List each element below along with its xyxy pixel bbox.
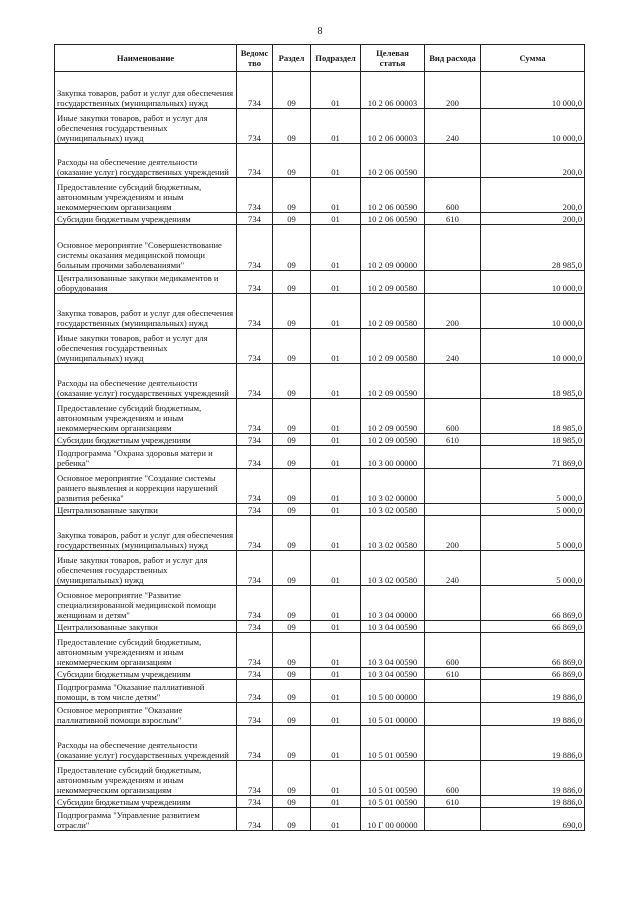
cell-name: Субсидии бюджетным учреждениям (55, 434, 237, 446)
cell-target-article: 10 5 01 00590 (361, 726, 425, 761)
page-number: 8 (317, 26, 323, 37)
cell-sum: 5 000,0 (481, 551, 585, 586)
cell-sum: 10 000,0 (481, 72, 585, 109)
cell-name: Субсидии бюджетным учреждениям (55, 213, 237, 225)
table-row (55, 469, 585, 504)
cell-section: 09 (273, 446, 311, 469)
cell-sum: 5 000,0 (481, 469, 585, 504)
cell-section: 09 (273, 294, 311, 329)
table-row (55, 329, 585, 364)
cell-subsection: 01 (311, 72, 361, 109)
cell-subsection: 01 (311, 703, 361, 726)
table-row (55, 516, 585, 551)
cell-target-article: 10 3 04 00590 (361, 668, 425, 680)
cell-department: 734 (237, 761, 273, 796)
cell-target-article: 10 3 04 00590 (361, 633, 425, 668)
cell-department: 734 (237, 633, 273, 668)
cell-sum: 690,0 (481, 808, 585, 831)
cell-section: 09 (273, 469, 311, 504)
cell-section: 09 (273, 271, 311, 294)
cell-department: 734 (237, 109, 273, 144)
cell-target-article: 10 2 09 00580 (361, 271, 425, 294)
cell-section: 09 (273, 516, 311, 551)
table-row (55, 633, 585, 668)
cell-expense-type: 610 (425, 796, 481, 808)
cell-target-article: 10 3 00 00000 (361, 446, 425, 469)
cell-department: 734 (237, 621, 273, 633)
cell-name: Закупка товаров, работ и услуг для обеспечения государственных (муниципальных) нужд (55, 294, 237, 329)
cell-department: 734 (237, 72, 273, 109)
cell-name: Иные закупки товаров, работ и услуг для обеспечения государственных (муниципальных) нужд (55, 551, 237, 586)
budget-table (54, 44, 585, 831)
table-row (55, 294, 585, 329)
cell-sum: 10 000,0 (481, 271, 585, 294)
cell-department: 734 (237, 178, 273, 213)
table-row (55, 680, 585, 703)
cell-section: 09 (273, 808, 311, 831)
cell-department: 734 (237, 329, 273, 364)
cell-subsection: 01 (311, 586, 361, 621)
cell-sum: 10 000,0 (481, 329, 585, 364)
cell-name: Закупка товаров, работ и услуг для обеспечения государственных (муниципальных) нужд (55, 516, 237, 551)
cell-sum: 200,0 (481, 178, 585, 213)
cell-name: Основное мероприятие "Создание системы раннего выявления и коррекции нарушений развития ребенка" (55, 469, 237, 504)
cell-subsection: 01 (311, 668, 361, 680)
header-section: Раздел (273, 45, 311, 72)
cell-sum: 19 886,0 (481, 703, 585, 726)
cell-section: 09 (273, 329, 311, 364)
cell-expense-type (425, 504, 481, 516)
cell-target-article: 10 3 02 00580 (361, 516, 425, 551)
cell-subsection: 01 (311, 434, 361, 446)
table-row (55, 796, 585, 808)
cell-target-article: 10 2 09 00580 (361, 294, 425, 329)
cell-name: Централизованные закупки (55, 504, 237, 516)
cell-department: 734 (237, 469, 273, 504)
cell-department: 734 (237, 225, 273, 271)
cell-expense-type: 200 (425, 72, 481, 109)
cell-target-article: 10 2 09 00590 (361, 364, 425, 399)
header-department: Ведомс тво (237, 45, 273, 72)
cell-sum: 71 869,0 (481, 446, 585, 469)
cell-department: 734 (237, 271, 273, 294)
table-row (55, 109, 585, 144)
cell-expense-type (425, 446, 481, 469)
cell-subsection: 01 (311, 213, 361, 225)
cell-sum: 19 886,0 (481, 726, 585, 761)
cell-department: 734 (237, 504, 273, 516)
cell-expense-type (425, 364, 481, 399)
header-subsection: Подраздел (311, 45, 361, 72)
cell-expense-type: 240 (425, 109, 481, 144)
cell-target-article: 10 3 02 00580 (361, 551, 425, 586)
cell-department: 734 (237, 399, 273, 434)
cell-sum: 18 985,0 (481, 434, 585, 446)
cell-expense-type: 240 (425, 329, 481, 364)
cell-expense-type: 600 (425, 633, 481, 668)
cell-expense-type: 600 (425, 761, 481, 796)
cell-target-article: 10 2 06 00590 (361, 213, 425, 225)
cell-target-article: 10 3 02 00000 (361, 469, 425, 504)
cell-subsection: 01 (311, 680, 361, 703)
cell-department: 734 (237, 586, 273, 621)
cell-section: 09 (273, 504, 311, 516)
cell-section: 09 (273, 178, 311, 213)
cell-subsection: 01 (311, 796, 361, 808)
cell-name: Основное мероприятие "Совершенствование системы оказания медицинской помощи больным прочими заболеваниями" (55, 225, 237, 271)
cell-target-article: 10 2 06 00590 (361, 144, 425, 178)
cell-sum: 5 000,0 (481, 504, 585, 516)
cell-department: 734 (237, 516, 273, 551)
cell-target-article: 10 3 02 00580 (361, 504, 425, 516)
cell-sum: 19 886,0 (481, 761, 585, 796)
cell-subsection: 01 (311, 504, 361, 516)
cell-department: 734 (237, 364, 273, 399)
cell-subsection: 01 (311, 329, 361, 364)
table-row (55, 621, 585, 633)
cell-target-article: 10 2 09 00000 (361, 225, 425, 271)
cell-section: 09 (273, 796, 311, 808)
cell-subsection: 01 (311, 109, 361, 144)
cell-subsection: 01 (311, 621, 361, 633)
table-row (55, 726, 585, 761)
cell-subsection: 01 (311, 551, 361, 586)
table-row (55, 703, 585, 726)
cell-subsection: 01 (311, 808, 361, 831)
cell-department: 734 (237, 668, 273, 680)
cell-section: 09 (273, 680, 311, 703)
cell-name: Расходы на обеспечение деятельности (оказание услуг) государственных учреждений (55, 144, 237, 178)
header-target-article: Целевая статья (361, 45, 425, 72)
table-row (55, 213, 585, 225)
cell-subsection: 01 (311, 225, 361, 271)
cell-department: 734 (237, 726, 273, 761)
cell-target-article: 10 3 04 00590 (361, 621, 425, 633)
cell-target-article: 10 2 06 00003 (361, 72, 425, 109)
cell-name: Предоставление субсидий бюджетным, автономным учреждениям и иным некоммерческим организациям (55, 761, 237, 796)
header-expense-type: Вид расхода (425, 45, 481, 72)
cell-subsection: 01 (311, 399, 361, 434)
cell-sum: 66 869,0 (481, 621, 585, 633)
table-row (55, 504, 585, 516)
cell-sum: 18 985,0 (481, 364, 585, 399)
cell-section: 09 (273, 434, 311, 446)
cell-sum: 66 869,0 (481, 633, 585, 668)
cell-expense-type (425, 703, 481, 726)
cell-target-article: 10 2 09 00580 (361, 329, 425, 364)
cell-name: Расходы на обеспечение деятельности (оказание услуг) государственных учреждений (55, 726, 237, 761)
cell-name: Субсидии бюджетным учреждениям (55, 796, 237, 808)
cell-sum: 5 000,0 (481, 516, 585, 551)
cell-expense-type (425, 586, 481, 621)
cell-section: 09 (273, 144, 311, 178)
cell-department: 734 (237, 446, 273, 469)
cell-name: Иные закупки товаров, работ и услуг для обеспечения государственных (муниципальных) нужд (55, 109, 237, 144)
table-row (55, 271, 585, 294)
cell-name: Подпрограмма "Оказание паллиативной помощи, в том числе детям" (55, 680, 237, 703)
cell-name: Предоставление субсидий бюджетным, автономным учреждениям и иным некоммерческим организациям (55, 633, 237, 668)
cell-name: Подпрограмма "Управление развитием отрасли" (55, 808, 237, 831)
cell-sum: 200,0 (481, 144, 585, 178)
cell-expense-type: 610 (425, 668, 481, 680)
cell-expense-type: 200 (425, 516, 481, 551)
cell-subsection: 01 (311, 726, 361, 761)
cell-section: 09 (273, 213, 311, 225)
cell-expense-type: 610 (425, 213, 481, 225)
cell-expense-type (425, 726, 481, 761)
cell-department: 734 (237, 680, 273, 703)
cell-department: 734 (237, 796, 273, 808)
cell-target-article: 10 5 00 00000 (361, 680, 425, 703)
cell-target-article: 10 2 09 00590 (361, 399, 425, 434)
cell-subsection: 01 (311, 761, 361, 796)
cell-name: Предоставление субсидий бюджетным, автономным учреждениям и иным некоммерческим организациям (55, 178, 237, 213)
cell-target-article: 10 Г 00 00000 (361, 808, 425, 831)
table-row (55, 586, 585, 621)
cell-subsection: 01 (311, 294, 361, 329)
cell-subsection: 01 (311, 364, 361, 399)
cell-target-article: 10 2 06 00590 (361, 178, 425, 213)
cell-name: Иные закупки товаров, работ и услуг для обеспечения государственных (муниципальных) нужд (55, 329, 237, 364)
cell-name: Централизованные закупки (55, 621, 237, 633)
cell-sum: 18 985,0 (481, 399, 585, 434)
table-row (55, 446, 585, 469)
header-name: Наименование (55, 45, 237, 72)
cell-name: Основное мероприятие "Оказание паллиативной помощи взрослым" (55, 703, 237, 726)
cell-subsection: 01 (311, 144, 361, 178)
table-row (55, 668, 585, 680)
cell-expense-type (425, 621, 481, 633)
cell-expense-type: 610 (425, 434, 481, 446)
cell-expense-type: 600 (425, 399, 481, 434)
cell-department: 734 (237, 213, 273, 225)
cell-expense-type: 240 (425, 551, 481, 586)
cell-name: Подпрограмма "Охрана здоровья матери и ребенка" (55, 446, 237, 469)
cell-name: Предоставление субсидий бюджетным, автономным учреждениям и иным некоммерческим организациям (55, 399, 237, 434)
table-row (55, 761, 585, 796)
cell-department: 734 (237, 144, 273, 178)
cell-section: 09 (273, 225, 311, 271)
cell-target-article: 10 5 01 00590 (361, 796, 425, 808)
cell-expense-type (425, 144, 481, 178)
cell-department: 734 (237, 808, 273, 831)
cell-department: 734 (237, 703, 273, 726)
cell-expense-type (425, 225, 481, 271)
table-row (55, 808, 585, 831)
cell-target-article: 10 2 06 00003 (361, 109, 425, 144)
cell-section: 09 (273, 761, 311, 796)
cell-target-article: 10 3 04 00000 (361, 586, 425, 621)
table-header-row (55, 45, 585, 72)
table-row (55, 144, 585, 178)
cell-section: 09 (273, 633, 311, 668)
cell-subsection: 01 (311, 446, 361, 469)
cell-name: Закупка товаров, работ и услуг для обеспечения государственных (муниципальных) нужд (55, 72, 237, 109)
cell-department: 734 (237, 294, 273, 329)
cell-name: Централизованные закупки медикаментов и оборудования (55, 271, 237, 294)
table-row (55, 72, 585, 109)
cell-name: Субсидии бюджетным учреждениям (55, 668, 237, 680)
cell-section: 09 (273, 399, 311, 434)
cell-expense-type: 600 (425, 178, 481, 213)
cell-sum: 10 000,0 (481, 109, 585, 144)
cell-section: 09 (273, 726, 311, 761)
cell-expense-type: 200 (425, 294, 481, 329)
cell-expense-type (425, 680, 481, 703)
table-row (55, 225, 585, 271)
cell-sum: 66 869,0 (481, 668, 585, 680)
cell-section: 09 (273, 703, 311, 726)
cell-subsection: 01 (311, 516, 361, 551)
cell-sum: 19 886,0 (481, 680, 585, 703)
header-sum: Сумма (481, 45, 585, 72)
cell-department: 734 (237, 551, 273, 586)
table-row (55, 399, 585, 434)
cell-section: 09 (273, 72, 311, 109)
cell-expense-type (425, 271, 481, 294)
table-row (55, 551, 585, 586)
table-row (55, 178, 585, 213)
cell-section: 09 (273, 551, 311, 586)
cell-name: Расходы на обеспечение деятельности (оказание услуг) государственных учреждений (55, 364, 237, 399)
cell-expense-type (425, 808, 481, 831)
cell-expense-type (425, 469, 481, 504)
table-body (55, 72, 585, 831)
cell-sum: 200,0 (481, 213, 585, 225)
cell-subsection: 01 (311, 271, 361, 294)
cell-target-article: 10 2 09 00590 (361, 434, 425, 446)
cell-section: 09 (273, 109, 311, 144)
cell-sum: 19 886,0 (481, 796, 585, 808)
cell-sum: 28 985,0 (481, 225, 585, 271)
table-row (55, 364, 585, 399)
cell-subsection: 01 (311, 178, 361, 213)
cell-section: 09 (273, 621, 311, 633)
cell-sum: 66 869,0 (481, 586, 585, 621)
cell-section: 09 (273, 364, 311, 399)
cell-sum: 10 000,0 (481, 294, 585, 329)
cell-target-article: 10 5 01 00000 (361, 703, 425, 726)
cell-department: 734 (237, 434, 273, 446)
cell-subsection: 01 (311, 469, 361, 504)
cell-section: 09 (273, 586, 311, 621)
cell-target-article: 10 5 01 00590 (361, 761, 425, 796)
cell-section: 09 (273, 668, 311, 680)
table-row (55, 434, 585, 446)
cell-name: Основное мероприятие "Развитие специализированной медицинской помощи женщинам и детям" (55, 586, 237, 621)
cell-subsection: 01 (311, 633, 361, 668)
